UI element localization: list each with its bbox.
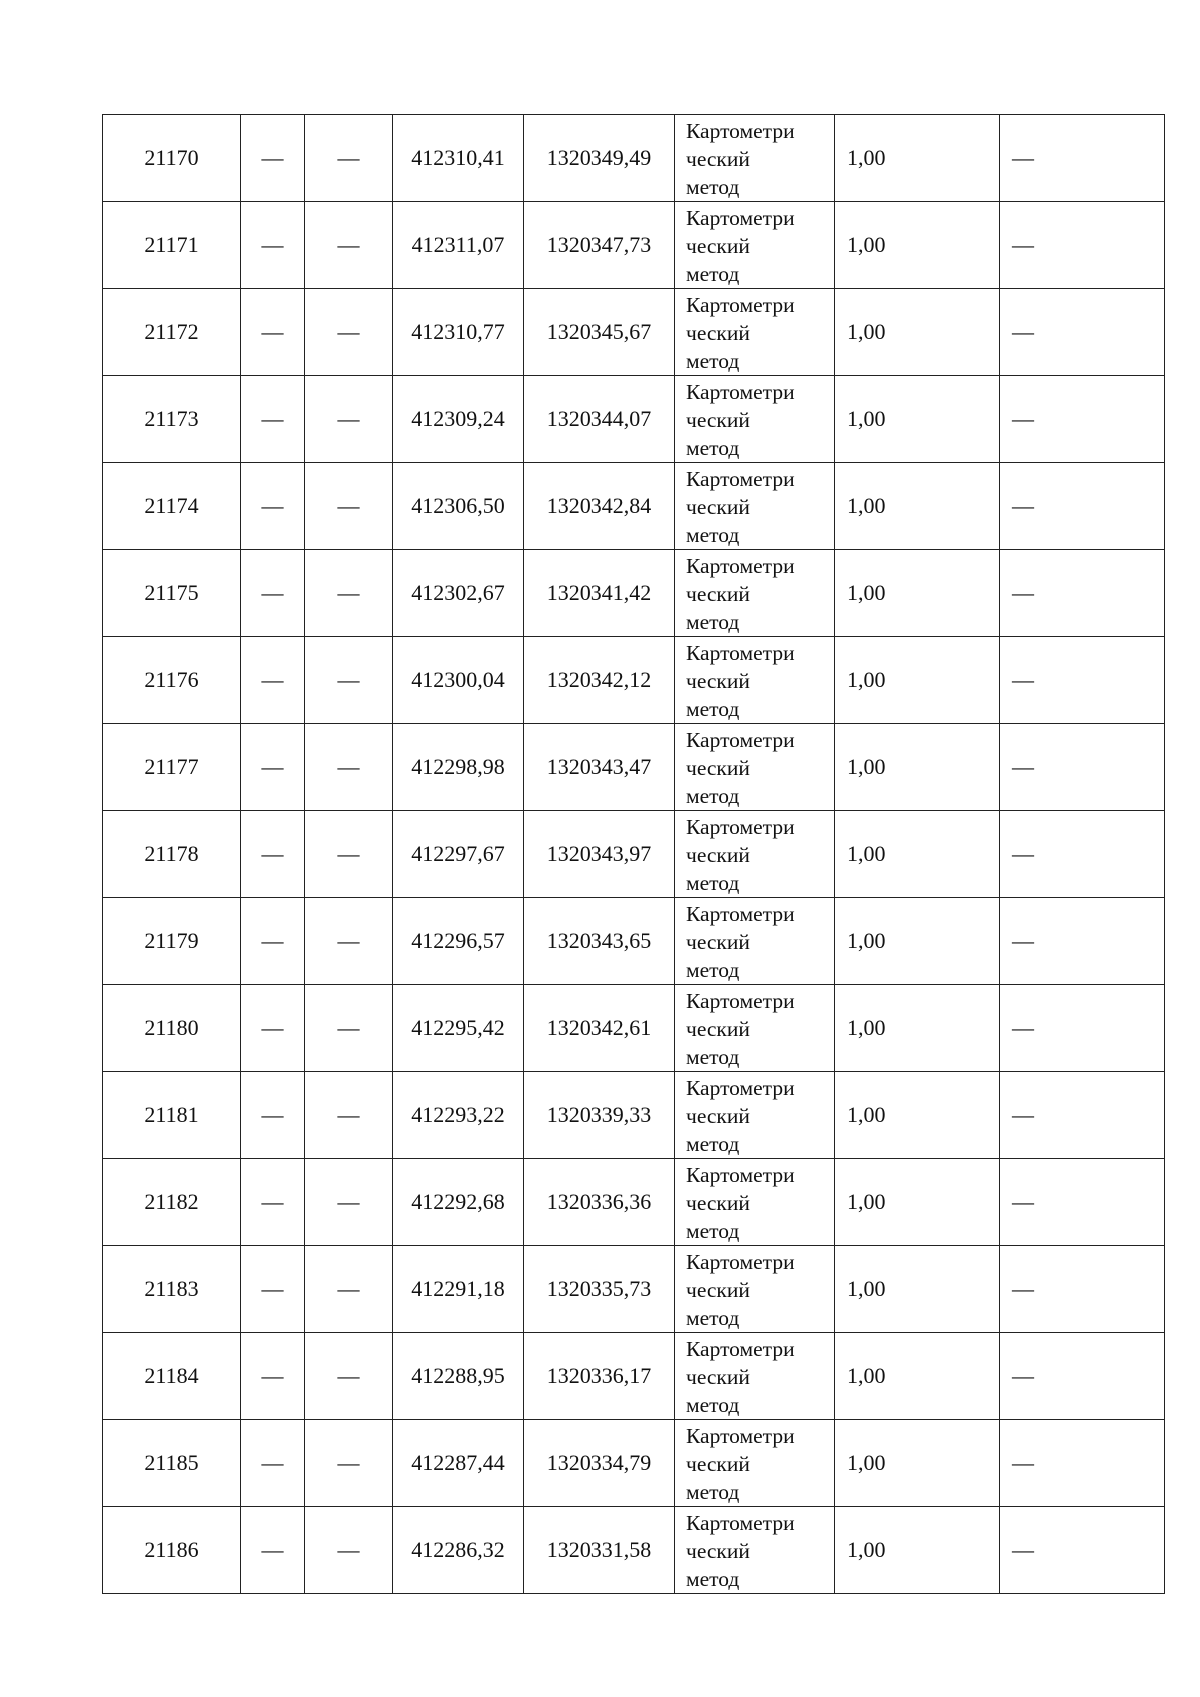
method-cell: Картометри ческий метод — [675, 1420, 835, 1507]
table-row — [103, 1507, 1165, 1594]
empty-value-cell: — — [241, 1420, 305, 1507]
method-cell: Картометри ческий метод — [675, 811, 835, 898]
empty-value-cell: — — [305, 550, 393, 637]
table-row — [103, 115, 1165, 202]
description-cell: — — [1000, 1159, 1165, 1246]
y-coordinate-cell: 1320336,17 — [524, 1333, 675, 1420]
method-cell: Картометри ческий метод — [675, 289, 835, 376]
empty-value-cell: — — [241, 1507, 305, 1594]
description-cell: — — [1000, 1420, 1165, 1507]
x-coordinate-cell: 412310,41 — [393, 115, 524, 202]
table-row — [103, 724, 1165, 811]
empty-value-cell: — — [241, 898, 305, 985]
empty-value-cell: — — [305, 1507, 393, 1594]
point-number-cell: 21171 — [103, 202, 241, 289]
accuracy-cell: 1,00 — [835, 376, 1000, 463]
empty-value-cell: — — [241, 550, 305, 637]
point-number-cell: 21174 — [103, 463, 241, 550]
empty-value-cell: — — [305, 985, 393, 1072]
description-cell: — — [1000, 898, 1165, 985]
empty-value-cell: — — [241, 985, 305, 1072]
accuracy-cell: 1,00 — [835, 985, 1000, 1072]
x-coordinate-cell: 412291,18 — [393, 1246, 524, 1333]
table-row — [103, 637, 1165, 724]
description-cell: — — [1000, 1507, 1165, 1594]
point-number-cell: 21172 — [103, 289, 241, 376]
y-coordinate-cell: 1320331,58 — [524, 1507, 675, 1594]
empty-value-cell: — — [305, 289, 393, 376]
point-number-cell: 21184 — [103, 1333, 241, 1420]
empty-value-cell: — — [241, 289, 305, 376]
x-coordinate-cell: 412297,67 — [393, 811, 524, 898]
y-coordinate-cell: 1320343,65 — [524, 898, 675, 985]
method-cell: Картометри ческий метод — [675, 1333, 835, 1420]
method-cell: Картометри ческий метод — [675, 1159, 835, 1246]
method-cell: Картометри ческий метод — [675, 724, 835, 811]
empty-value-cell: — — [241, 1159, 305, 1246]
x-coordinate-cell: 412295,42 — [393, 985, 524, 1072]
empty-value-cell: — — [241, 202, 305, 289]
table-row — [103, 898, 1165, 985]
table-row — [103, 1333, 1165, 1420]
y-coordinate-cell: 1320343,97 — [524, 811, 675, 898]
point-number-cell: 21177 — [103, 724, 241, 811]
empty-value-cell: — — [241, 724, 305, 811]
method-cell: Картометри ческий метод — [675, 985, 835, 1072]
y-coordinate-cell: 1320345,67 — [524, 289, 675, 376]
point-number-cell: 21185 — [103, 1420, 241, 1507]
accuracy-cell: 1,00 — [835, 1159, 1000, 1246]
empty-value-cell: — — [241, 637, 305, 724]
y-coordinate-cell: 1320343,47 — [524, 724, 675, 811]
description-cell: — — [1000, 550, 1165, 637]
empty-value-cell: — — [305, 115, 393, 202]
description-cell: — — [1000, 202, 1165, 289]
empty-value-cell: — — [305, 898, 393, 985]
table-row — [103, 550, 1165, 637]
description-cell: — — [1000, 1072, 1165, 1159]
method-cell: Картометри ческий метод — [675, 1246, 835, 1333]
point-number-cell: 21181 — [103, 1072, 241, 1159]
point-number-cell: 21179 — [103, 898, 241, 985]
empty-value-cell: — — [241, 811, 305, 898]
empty-value-cell: — — [241, 376, 305, 463]
description-cell: — — [1000, 115, 1165, 202]
empty-value-cell: — — [305, 1246, 393, 1333]
description-cell: — — [1000, 463, 1165, 550]
y-coordinate-cell: 1320342,84 — [524, 463, 675, 550]
accuracy-cell: 1,00 — [835, 463, 1000, 550]
accuracy-cell: 1,00 — [835, 1246, 1000, 1333]
coordinates-table — [102, 114, 1165, 1594]
description-cell: — — [1000, 637, 1165, 724]
method-cell: Картометри ческий метод — [675, 1072, 835, 1159]
x-coordinate-cell: 412293,22 — [393, 1072, 524, 1159]
x-coordinate-cell: 412287,44 — [393, 1420, 524, 1507]
y-coordinate-cell: 1320342,61 — [524, 985, 675, 1072]
description-cell: — — [1000, 724, 1165, 811]
description-cell: — — [1000, 1246, 1165, 1333]
point-number-cell: 21170 — [103, 115, 241, 202]
point-number-cell: 21173 — [103, 376, 241, 463]
accuracy-cell: 1,00 — [835, 811, 1000, 898]
x-coordinate-cell: 412288,95 — [393, 1333, 524, 1420]
table-row — [103, 463, 1165, 550]
accuracy-cell: 1,00 — [835, 289, 1000, 376]
table-row — [103, 289, 1165, 376]
x-coordinate-cell: 412309,24 — [393, 376, 524, 463]
description-cell: — — [1000, 811, 1165, 898]
x-coordinate-cell: 412300,04 — [393, 637, 524, 724]
table-row — [103, 1420, 1165, 1507]
point-number-cell: 21182 — [103, 1159, 241, 1246]
empty-value-cell: — — [305, 376, 393, 463]
point-number-cell: 21175 — [103, 550, 241, 637]
table-row — [103, 376, 1165, 463]
empty-value-cell: — — [241, 115, 305, 202]
method-cell: Картометри ческий метод — [675, 1507, 835, 1594]
point-number-cell: 21176 — [103, 637, 241, 724]
table-row — [103, 811, 1165, 898]
accuracy-cell: 1,00 — [835, 115, 1000, 202]
description-cell: — — [1000, 985, 1165, 1072]
empty-value-cell: — — [305, 724, 393, 811]
accuracy-cell: 1,00 — [835, 1072, 1000, 1159]
accuracy-cell: 1,00 — [835, 1507, 1000, 1594]
empty-value-cell: — — [305, 811, 393, 898]
x-coordinate-cell: 412310,77 — [393, 289, 524, 376]
x-coordinate-cell: 412298,98 — [393, 724, 524, 811]
method-cell: Картометри ческий метод — [675, 115, 835, 202]
method-cell: Картометри ческий метод — [675, 202, 835, 289]
y-coordinate-cell: 1320336,36 — [524, 1159, 675, 1246]
y-coordinate-cell: 1320349,49 — [524, 115, 675, 202]
table-row — [103, 1072, 1165, 1159]
x-coordinate-cell: 412302,67 — [393, 550, 524, 637]
table-row — [103, 985, 1165, 1072]
y-coordinate-cell: 1320335,73 — [524, 1246, 675, 1333]
y-coordinate-cell: 1320339,33 — [524, 1072, 675, 1159]
point-number-cell: 21178 — [103, 811, 241, 898]
method-cell: Картометри ческий метод — [675, 376, 835, 463]
table-row — [103, 1159, 1165, 1246]
point-number-cell: 21183 — [103, 1246, 241, 1333]
accuracy-cell: 1,00 — [835, 637, 1000, 724]
accuracy-cell: 1,00 — [835, 550, 1000, 637]
y-coordinate-cell: 1320341,42 — [524, 550, 675, 637]
empty-value-cell: — — [241, 463, 305, 550]
method-cell: Картометри ческий метод — [675, 550, 835, 637]
empty-value-cell: — — [241, 1072, 305, 1159]
empty-value-cell: — — [305, 463, 393, 550]
y-coordinate-cell: 1320334,79 — [524, 1420, 675, 1507]
empty-value-cell: — — [305, 637, 393, 724]
point-number-cell: 21186 — [103, 1507, 241, 1594]
empty-value-cell: — — [241, 1246, 305, 1333]
x-coordinate-cell: 412296,57 — [393, 898, 524, 985]
table-row — [103, 202, 1165, 289]
coordinates-table-body — [103, 115, 1165, 1594]
accuracy-cell: 1,00 — [835, 724, 1000, 811]
y-coordinate-cell: 1320342,12 — [524, 637, 675, 724]
method-cell: Картометри ческий метод — [675, 637, 835, 724]
point-number-cell: 21180 — [103, 985, 241, 1072]
empty-value-cell: — — [305, 1420, 393, 1507]
empty-value-cell: — — [241, 1333, 305, 1420]
method-cell: Картометри ческий метод — [675, 898, 835, 985]
accuracy-cell: 1,00 — [835, 202, 1000, 289]
empty-value-cell: — — [305, 202, 393, 289]
table-row — [103, 1246, 1165, 1333]
description-cell: — — [1000, 289, 1165, 376]
method-cell: Картометри ческий метод — [675, 463, 835, 550]
y-coordinate-cell: 1320344,07 — [524, 376, 675, 463]
accuracy-cell: 1,00 — [835, 1420, 1000, 1507]
description-cell: — — [1000, 1333, 1165, 1420]
accuracy-cell: 1,00 — [835, 1333, 1000, 1420]
empty-value-cell: — — [305, 1072, 393, 1159]
x-coordinate-cell: 412286,32 — [393, 1507, 524, 1594]
description-cell: — — [1000, 376, 1165, 463]
empty-value-cell: — — [305, 1333, 393, 1420]
x-coordinate-cell: 412311,07 — [393, 202, 524, 289]
x-coordinate-cell: 412306,50 — [393, 463, 524, 550]
accuracy-cell: 1,00 — [835, 898, 1000, 985]
y-coordinate-cell: 1320347,73 — [524, 202, 675, 289]
x-coordinate-cell: 412292,68 — [393, 1159, 524, 1246]
empty-value-cell: — — [305, 1159, 393, 1246]
